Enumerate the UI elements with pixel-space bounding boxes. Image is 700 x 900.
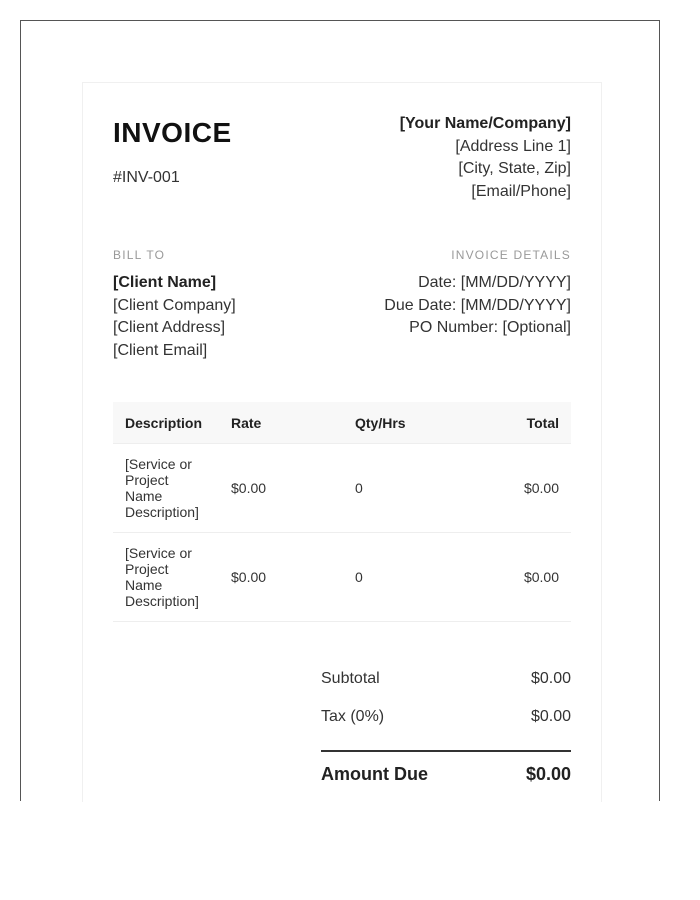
tax-label: Tax (0%) — [321, 708, 385, 725]
invoice-due-date: Due Date: [MM/DD/YYYY] — [384, 296, 571, 314]
row-total: $0.00 — [467, 444, 571, 533]
bill-to-block — [113, 248, 236, 362]
invoice-details-label: INVOICE DETAILS — [451, 248, 571, 262]
info-row — [113, 248, 571, 362]
invoice-number: #INV-001 — [113, 169, 180, 186]
row-qty: 0 — [343, 533, 467, 622]
totals-block — [321, 670, 571, 785]
row-description: [Service or Project Name Description] — [113, 444, 219, 533]
sender-address: [Address Line 1] — [455, 137, 571, 155]
invoice-po-number: PO Number: [Optional] — [409, 319, 571, 336]
sender-name: [Your Name/Company] — [399, 115, 571, 132]
sender-contact: [Email/Phone] — [471, 182, 571, 200]
document-frame — [20, 20, 660, 801]
row-qty: 0 — [343, 444, 467, 533]
invoice-title: INVOICE — [113, 117, 232, 148]
amount-due-value: $0.00 — [525, 764, 571, 784]
row-description: [Service or Project Name Description] — [113, 533, 219, 622]
bill-to-label: BILL TO — [113, 248, 166, 262]
header-qty: Qty/Hrs — [343, 402, 467, 444]
invoice-header — [113, 113, 571, 203]
tax-value: $0.00 — [530, 708, 571, 725]
header-description: Description — [113, 402, 219, 444]
line-items-table — [113, 402, 571, 622]
header-rate: Rate — [219, 402, 343, 444]
sender-city: [City, State, Zip] — [458, 160, 571, 177]
amount-due-label: Amount Due — [321, 764, 428, 784]
subtotal-label: Subtotal — [321, 670, 380, 687]
row-total: $0.00 — [467, 533, 571, 622]
sender-info — [400, 113, 571, 203]
subtotal-row — [321, 670, 571, 708]
invoice-paper — [82, 82, 602, 802]
table-row — [113, 533, 571, 622]
invoice-title-block — [113, 113, 232, 187]
client-email: [Client Email] — [113, 341, 208, 359]
totals-divider — [321, 750, 571, 752]
subtotal-value: $0.00 — [530, 670, 571, 687]
client-address: [Client Address] — [113, 319, 226, 336]
header-total: Total — [467, 402, 571, 444]
tax-row — [321, 708, 571, 746]
row-rate: $0.00 — [219, 533, 343, 622]
row-rate: $0.00 — [219, 444, 343, 533]
invoice-date: Date: [MM/DD/YYYY] — [418, 274, 571, 291]
invoice-content — [113, 113, 571, 785]
invoice-details-block — [384, 248, 571, 362]
amount-due-row — [321, 764, 571, 785]
table-row — [113, 444, 571, 533]
client-company: [Client Company] — [113, 296, 236, 314]
client-name: [Client Name] — [113, 274, 217, 291]
table-header-row — [113, 402, 571, 444]
